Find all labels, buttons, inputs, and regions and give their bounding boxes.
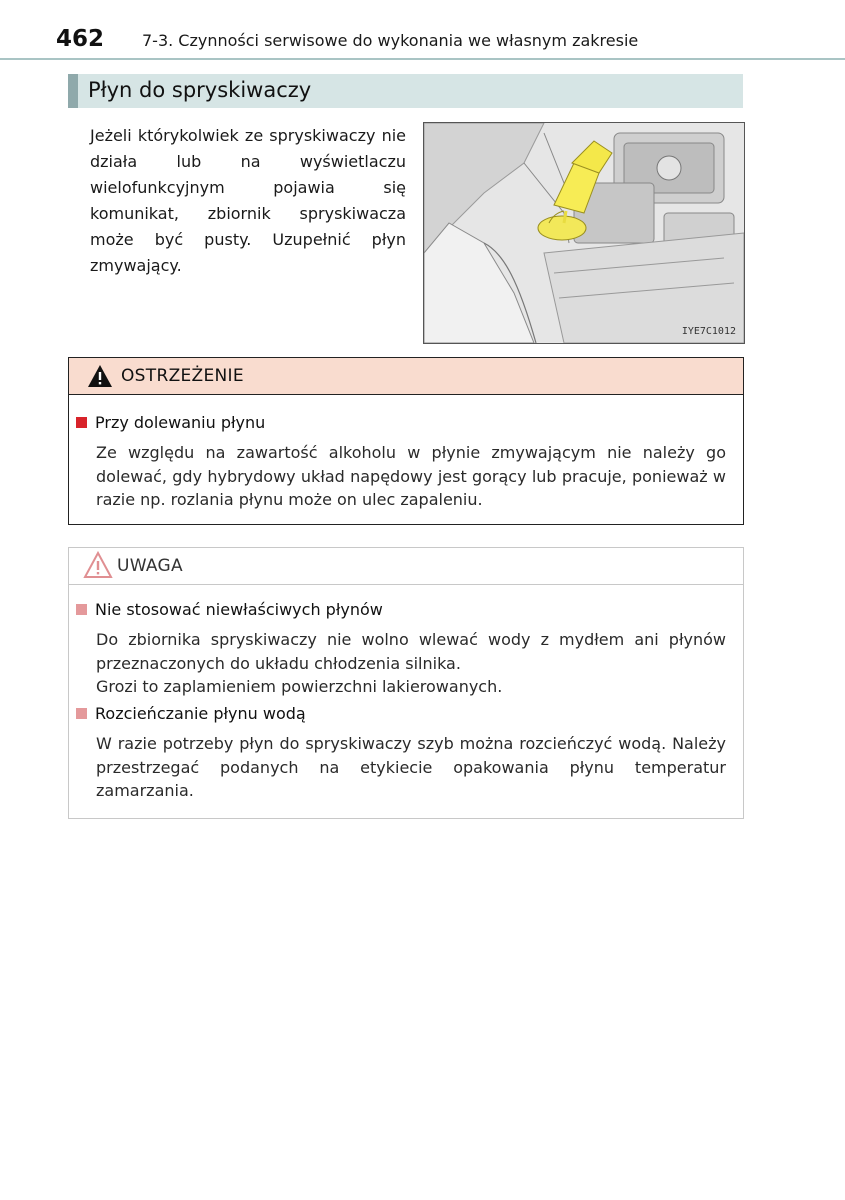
header-divider xyxy=(0,58,845,60)
caution-item-text-2: Grozi to zaplamieniem powierzchni lakierowanych. xyxy=(96,677,503,696)
warning-item-title-text: Przy dolewaniu płynu xyxy=(95,413,266,432)
section-title: Płyn do spryskiwaczy xyxy=(88,78,312,102)
warning-header xyxy=(69,358,743,395)
caution-triangle-icon xyxy=(83,551,113,583)
pink-bullet-icon xyxy=(76,604,87,615)
warning-label: OSTRZEŻENIE xyxy=(121,366,244,386)
engine-bay-drawing xyxy=(424,123,744,343)
caution-box xyxy=(68,547,744,819)
caution-item-text: W razie potrzeby płyn do spryskiwaczy szyb można rozcieńczyć wodą. Należy przestrzegać podanych na etykiecie opakowania płynu temperatur zamarzania. xyxy=(96,734,726,800)
caution-item-text: Do zbiornika spryskiwaczy nie wolno wlewać wody z mydłem ani płynów przeznaczonych do układu chłodzenia silnika. xyxy=(96,630,726,673)
engine-bay-illustration xyxy=(423,122,745,344)
warning-item-title xyxy=(76,413,265,432)
section-heading-bar xyxy=(68,74,78,108)
chapter-title: 7-3. Czynności serwisowe do wykonania we własnym zakresie xyxy=(142,31,639,50)
intro-paragraph: Jeżeli którykolwiek ze spryskiwaczy nie działa lub na wyświetlaczu wielofunkcyjnym pojawia się komunikat, zbiornik spryskiwacza może być pusty. Uzupełnić płyn zmywający. xyxy=(90,126,406,275)
caution-item-title-text: Nie stosować niewłaściwych płynów xyxy=(95,600,383,619)
section-heading xyxy=(68,74,743,108)
warning-box xyxy=(68,357,744,525)
pink-bullet-icon xyxy=(76,708,87,719)
caution-item-title xyxy=(76,704,306,723)
caution-item-title-text: Rozcieńczanie płynu wodą xyxy=(95,704,306,723)
caution-label: UWAGA xyxy=(117,556,183,576)
caution-item-title xyxy=(76,600,383,619)
caution-header xyxy=(69,548,743,585)
warning-triangle-icon xyxy=(87,364,113,392)
page-number: 462 xyxy=(56,26,105,52)
warning-item-text: Ze względu na zawartość alkoholu w płynie zmywającym nie należy go dolewać, gdy hybrydowy układ napędowy jest gorący lub pracuje, ponieważ w razie np. rozlania płynu może on ulec zapaleniu. xyxy=(96,443,726,509)
figure-code: IYE7C1012 xyxy=(681,326,736,337)
page-header xyxy=(0,0,845,60)
red-bullet-icon xyxy=(76,417,87,428)
